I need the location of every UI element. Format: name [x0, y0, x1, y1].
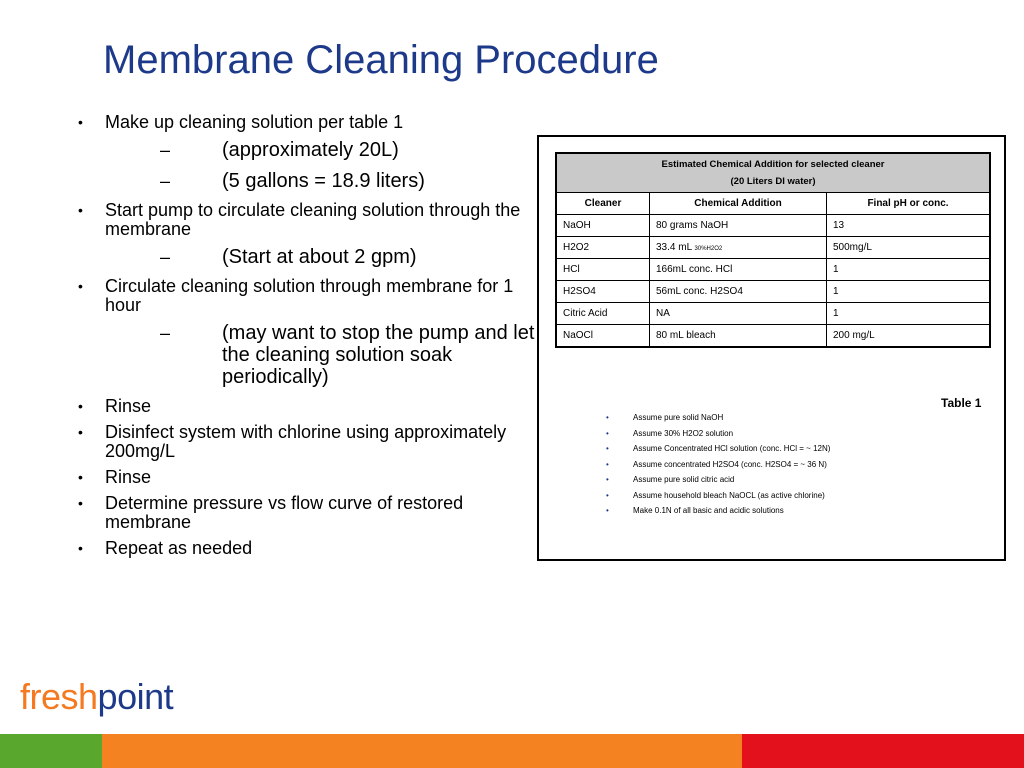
cell-addition-text: 80 mL bleach: [656, 330, 716, 341]
bullet-text: Circulate cleaning solution through membrane for 1 hour: [105, 276, 514, 315]
cell-cleaner: NaOCl: [556, 325, 650, 348]
cell-cleaner: NaOH: [556, 215, 650, 237]
assumption-list: [606, 412, 830, 521]
table-row: [556, 259, 990, 281]
cell-addition: [650, 281, 827, 303]
cell-final: 1: [827, 281, 991, 303]
assumption-dot: •: [606, 413, 609, 422]
bullet-text: Rinse: [105, 396, 152, 416]
bullet-text: Disinfect system with chlorine using approximately 200mg/L: [105, 422, 507, 461]
logo-text-fresh: fresh: [20, 676, 98, 717]
table-header-line1: Estimated Chemical Addition for selected cleaner: [661, 159, 885, 170]
bullet-item: [78, 539, 538, 558]
assumption-item: [606, 428, 830, 444]
assumption-text: Assume pure solid NaOH: [633, 413, 724, 422]
cell-addition-subtext: 30%H2O2: [694, 246, 723, 252]
assumption-item: [606, 505, 830, 521]
sub-bullet-item: [78, 322, 538, 388]
cell-final: 500mg/L: [827, 237, 991, 259]
column-header-cleaner: Cleaner: [556, 193, 650, 215]
cell-final: 13: [827, 215, 991, 237]
cell-final: 1: [827, 303, 991, 325]
table-header-cell: [556, 153, 990, 193]
sub-bullet-item: [78, 170, 538, 192]
bullet-item: [78, 397, 538, 416]
assumption-item: [606, 443, 830, 459]
footer-bar-green: [0, 734, 102, 768]
bullet-text: Make up cleaning solution per table 1: [105, 112, 404, 132]
bullet-text: Determine pressure vs flow curve of restored membrane: [105, 493, 464, 532]
bullet-item: [78, 423, 538, 461]
column-header-addition: Chemical Addition: [650, 193, 827, 215]
table-row: [556, 303, 990, 325]
assumption-item: [606, 412, 830, 428]
sub-bullet-text: (5 gallons = 18.9 liters): [222, 170, 425, 192]
cell-addition-text: 56mL conc. H2SO4: [656, 286, 743, 297]
sub-bullet-item: [78, 246, 538, 268]
sub-bullet-text: (approximately 20L): [222, 139, 399, 161]
logo-text-point: point: [97, 676, 174, 717]
assumption-text: Assume 30% H2O2 solution: [633, 428, 734, 438]
page-title: Membrane Cleaning Procedure: [103, 38, 659, 82]
sub-bullet-text: (may want to stop the pump and let the cleaning solution soak periodically): [222, 322, 535, 388]
assumption-dot: •: [606, 506, 609, 515]
cell-addition-text: 80 grams NaOH: [656, 220, 729, 231]
bullet-dot: •: [78, 398, 83, 414]
footer-bar-orange: [102, 734, 742, 768]
cell-addition: [650, 259, 827, 281]
footer-bar-red: [742, 734, 1024, 768]
bullet-list: [78, 113, 538, 565]
table-column-row: [556, 193, 990, 215]
cell-addition: [650, 303, 827, 325]
assumption-text: Make 0.1N of all basic and acidic solutions: [633, 506, 784, 515]
cell-cleaner: Citric Acid: [556, 303, 650, 325]
cell-addition: [650, 325, 827, 348]
sub-bullet-dash: –: [160, 323, 171, 343]
table-row: [556, 325, 990, 348]
bullet-dot: •: [78, 469, 83, 485]
assumption-item: [606, 490, 830, 506]
column-header-final: Final pH or conc.: [827, 193, 991, 215]
bullet-item: [78, 494, 538, 532]
assumption-dot: •: [606, 428, 609, 438]
bullet-text: Start pump to circulate cleaning solution through the membrane: [105, 200, 521, 239]
cell-addition: [650, 215, 827, 237]
assumption-dot: •: [606, 459, 609, 469]
cell-addition-text: 33.4 mL: [656, 242, 695, 253]
bullet-dot: •: [78, 114, 83, 130]
assumption-text: Assume pure solid citric acid: [633, 475, 735, 484]
cell-final: 200 mg/L: [827, 325, 991, 348]
bullet-item: [78, 468, 538, 487]
cell-addition-text: 166mL conc. HCl: [656, 264, 733, 275]
cell-addition: [650, 237, 827, 259]
table-row: [556, 281, 990, 303]
bullet-item: [78, 113, 538, 132]
cell-cleaner: H2O2: [556, 237, 650, 259]
sub-bullet-item: [78, 139, 538, 161]
assumption-dot: •: [606, 490, 609, 500]
assumption-dot: •: [606, 444, 609, 453]
table-header-line2: (20 Liters DI water): [730, 176, 816, 187]
table-label: Table 1: [941, 396, 982, 410]
freshpoint-logo: [20, 676, 173, 718]
bullet-text: Rinse: [105, 467, 152, 487]
sub-bullet-dash: –: [160, 171, 171, 191]
bullet-text: Repeat as needed: [105, 538, 253, 558]
bullet-dot: •: [78, 424, 83, 440]
cell-cleaner: H2SO4: [556, 281, 650, 303]
bullet-dot: •: [78, 202, 83, 218]
chemical-table: [555, 152, 991, 348]
sub-bullet-dash: –: [160, 140, 171, 160]
assumption-item: [606, 459, 830, 475]
assumption-text: Assume Concentrated HCl solution (conc. HCl = ~ 12N): [633, 444, 831, 453]
bullet-item: [78, 277, 538, 315]
cell-cleaner: HCl: [556, 259, 650, 281]
assumption-item: [606, 474, 830, 490]
table-row: [556, 237, 990, 259]
assumption-text: Assume household bleach NaOCL (as active chlorine): [633, 490, 825, 500]
table-row: [556, 215, 990, 237]
bullet-item: [78, 201, 538, 239]
assumption-dot: •: [606, 475, 609, 484]
sub-bullet-text: (Start at about 2 gpm): [222, 246, 417, 268]
cell-final: 1: [827, 259, 991, 281]
sub-bullet-dash: –: [160, 247, 171, 267]
cell-addition-text: NA: [656, 308, 670, 319]
bullet-dot: •: [78, 495, 83, 511]
table-header-row: [556, 153, 990, 193]
assumption-text: Assume concentrated H2SO4 (conc. H2SO4 = ~ 36 N): [633, 459, 827, 469]
bullet-dot: •: [78, 540, 83, 556]
bullet-dot: •: [78, 278, 83, 294]
